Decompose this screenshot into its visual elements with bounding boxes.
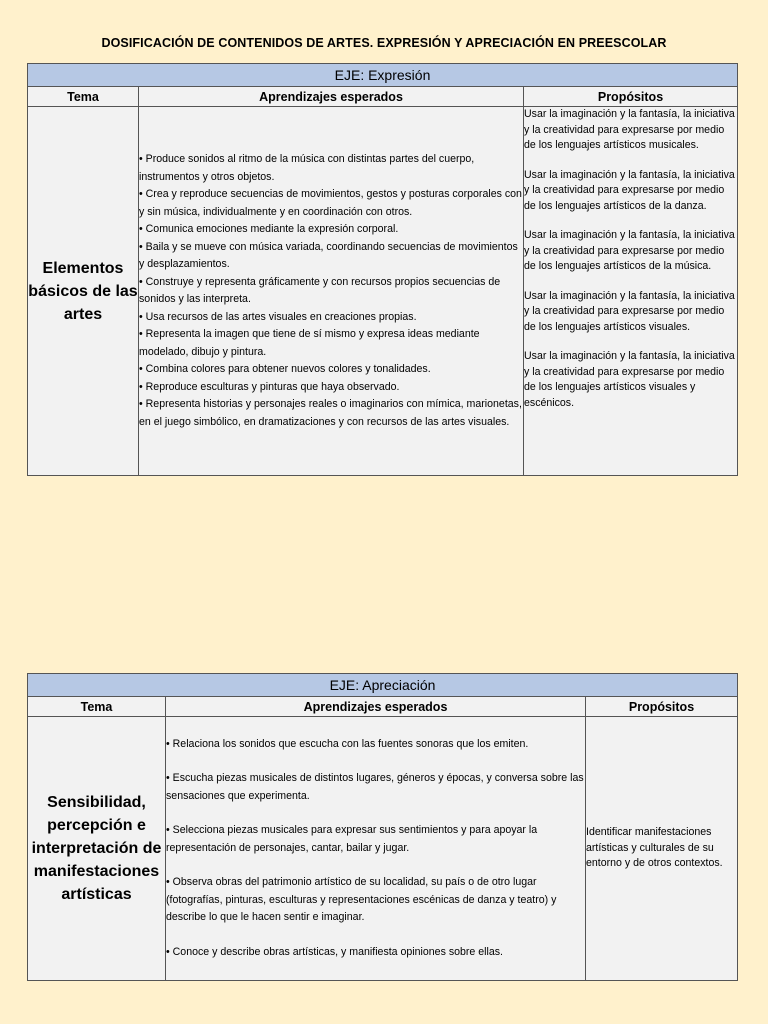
aprendizaje-item: • Baila y se mueve con música variada, coordinando secuencias de movimientos y desplazamientos. [139, 240, 518, 270]
tema-cell: Sensibilidad, percepción e interpretación de manifestaciones artísticas [28, 717, 166, 981]
proposito-item: Usar la imaginación y la fantasía, la iniciativa y la creatividad para expresarse por medio de los lenguajes artísticos visuales y escénicos. [524, 350, 735, 409]
propositos-cell [586, 717, 738, 981]
eje-expresion-header: EJE: Expresión [28, 64, 738, 87]
proposito-item: Usar la imaginación y la fantasía, la iniciativa y la creatividad para expresarse por medio de los lenguajes artísticos de la música. [524, 229, 735, 272]
expresion-table [27, 63, 738, 476]
propositos-cell [524, 107, 738, 476]
aprendizaje-item: • Selecciona piezas musicales para expresar sus sentimientos y para apoyar la representación de personajes, cantar, bailar y jugar. [166, 824, 538, 854]
aprendizajes-column-header: Aprendizajes esperados [139, 87, 524, 107]
aprendizaje-item: • Usa recursos de las artes visuales en creaciones propias. [139, 310, 417, 323]
aprendizaje-item: • Escucha piezas musicales de distintos lugares, géneros y épocas, y conversa sobre las sensaciones que experimenta. [166, 772, 584, 802]
aprendizaje-item: • Construye y representa gráficamente y con recursos propios secuencias de sonidos y las interpreta. [139, 275, 501, 305]
aprendizaje-item: • Combina colores para obtener nuevos colores y tonalidades. [139, 363, 431, 375]
proposito-item: Usar la imaginación y la fantasía, la iniciativa y la creatividad para expresarse por medio de los lenguajes artísticos visuales. [524, 289, 735, 333]
aprendizaje-item: • Crea y reproduce secuencias de movimientos, gestos y posturas corporales con y sin música, individualmente y en coordinación con otros. [139, 188, 522, 218]
apreciacion-table [27, 673, 738, 981]
proposito-item: Usar la imaginación y la fantasía, la iniciativa y la creatividad para expresarse por medio de los lenguajes artísticos de la danza. [524, 168, 735, 212]
aprendizaje-item: • Conoce y describe obras artísticas, y manifiesta opiniones sobre ellas. [166, 945, 503, 958]
document-title: DOSIFICACIÓN DE CONTENIDOS DE ARTES. EXPRESIÓN Y APRECIACIÓN EN PREESCOLAR [101, 36, 667, 50]
aprendizaje-item: • Comunica emociones mediante la expresión corporal. [139, 223, 399, 235]
aprendizajes-column-header: Aprendizajes esperados [166, 697, 586, 717]
propositos-column-header: Propósitos [586, 697, 738, 717]
proposito-item: Identificar manifestaciones artísticas y culturales de su entorno y de otros contextos. [586, 826, 723, 870]
tema-column-header: Tema [28, 697, 166, 717]
propositos-column-header: Propósitos [524, 87, 738, 107]
aprendizajes-cell [166, 717, 586, 981]
aprendizaje-item: • Relaciona los sonidos que escucha con las fuentes sonoras que los emiten. [166, 737, 529, 750]
tema-cell: Elementos básicos de las artes [28, 107, 139, 476]
aprendizajes-cell [139, 107, 524, 476]
tema-column-header: Tema [28, 87, 139, 107]
aprendizaje-item: • Representa la imagen que tiene de sí mismo y expresa ideas mediante modelado, dibujo y pintura. [139, 328, 480, 358]
aprendizaje-item: • Reproduce esculturas y pinturas que haya observado. [139, 380, 400, 393]
aprendizaje-item: • Representa historias y personajes reales o imaginarios con mímica, marionetas, en el juego simbólico, en dramatizaciones y con recursos de las artes visuales. [139, 398, 522, 428]
aprendizaje-item: • Produce sonidos al ritmo de la música con distintas partes del cuerpo, instrumentos y otros objetos. [139, 153, 475, 183]
proposito-item: Usar la imaginación y la fantasía, la iniciativa y la creatividad para expresarse por medio de los lenguajes artísticos musicales. [524, 108, 735, 151]
eje-apreciacion-header: EJE: Apreciación [28, 674, 738, 697]
aprendizaje-item: • Observa obras del patrimonio artístico de su localidad, su país o de otro lugar (fotografías, pinturas, esculturas y representaciones escénicas de danza y teatro) y describe lo que le hacen sentir e imaginar. [166, 876, 557, 924]
